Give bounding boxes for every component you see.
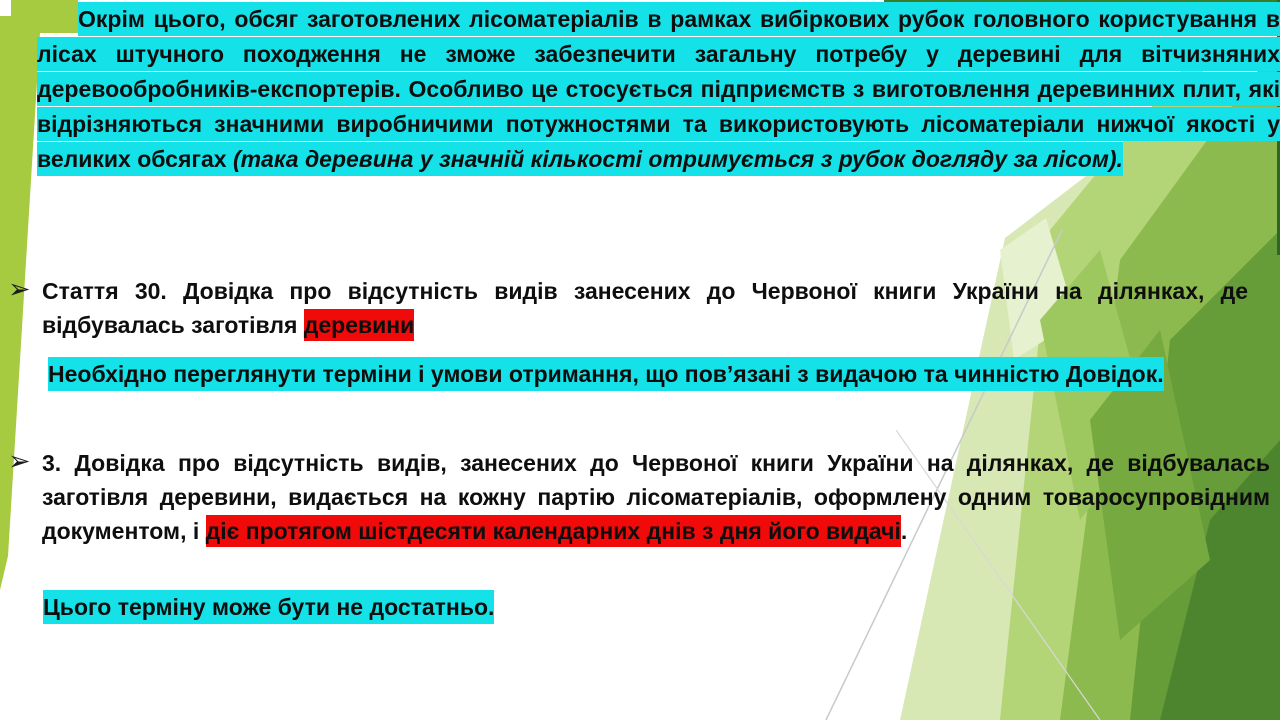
bullet2-suffix: . bbox=[900, 518, 908, 544]
note-term-not-enough bbox=[43, 589, 494, 625]
arrow-bullet-icon: ➢ bbox=[8, 446, 31, 476]
paragraph-main-text: Окрім цього, обсяг заготовлених лісоматеріалів в рамках вибіркових рубок головного користування в лісах штучного походження не зможе забезпечити загальну потребу у деревині для вітчизняних деревообробників-експортерів. Особливо це стосується підприємств з виготовлення деревинних плит, які відрізняються значними виробничими потужностями та використовують лісоматеріали нижчої якості у великих обсягах bbox=[37, 6, 1280, 172]
bullet1-text-wrap bbox=[8, 274, 1248, 342]
red-highlight-derevyny: деревини bbox=[304, 309, 415, 341]
bullet-point-3 bbox=[8, 446, 1270, 548]
paragraph-main bbox=[37, 2, 1280, 177]
arrow-bullet-icon: ➢ bbox=[8, 274, 31, 304]
cyan-highlight: Необхідно переглянути терміни і умови отримання, що пов’язані з видачою та чинністю Довідок. bbox=[48, 357, 1164, 391]
cyan-highlight: Цього терміну може бути не достатньо. bbox=[43, 590, 494, 624]
note-review-terms bbox=[8, 356, 1280, 392]
bullet2-text: 3. Довідка про відсутність видів, занесених до Червоної книги України на ділянках, де відбувалась заготівля деревини, видається на кожну партію лісоматеріалів, оформлену одним товаросупровідним документом, і bbox=[42, 450, 1270, 544]
bullet-article-30 bbox=[8, 274, 1248, 342]
cyan-highlight bbox=[37, 2, 1280, 176]
bullet2-text-wrap bbox=[8, 446, 1270, 548]
bullet1-text: Стаття 30. Довідка про відсутність видів занесених до Червоної книги України на ділянках, де відбувалась заготівля bbox=[42, 278, 1248, 338]
red-highlight-validity: діє протягом шістдесяти календарних днів з дня його видачі bbox=[206, 515, 901, 547]
paragraph-main-italic: (така деревина у значній кількості отримується з рубок догляду за лісом). bbox=[232, 146, 1123, 172]
